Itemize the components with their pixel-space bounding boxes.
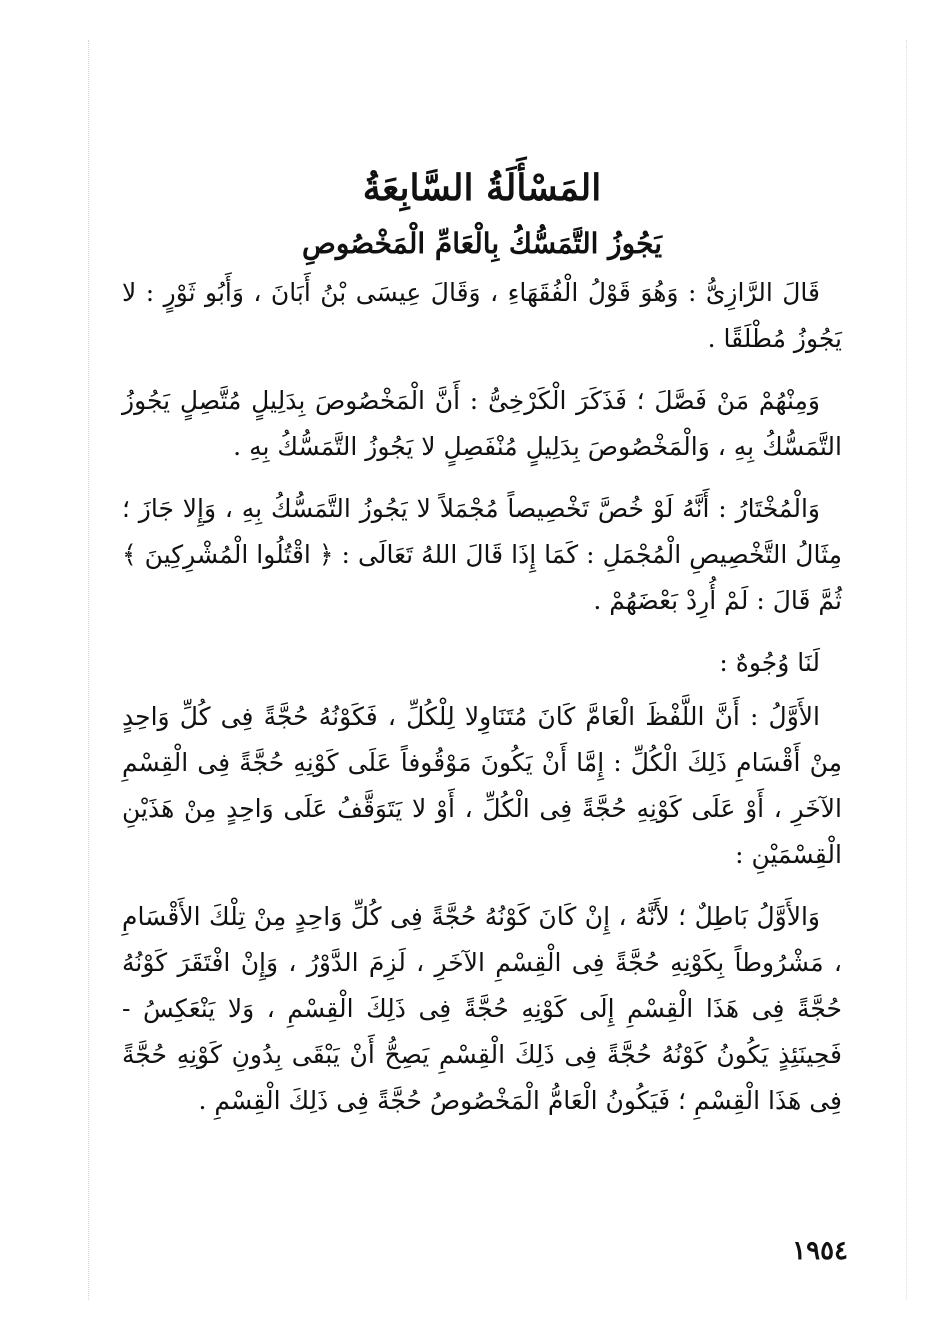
- paragraph-chosen-view: وَالْمُخْتَارُ : أَنَّهُ لَوْ خُصَّ تَخْصِيصاً مُجْمَلاً لا يَجُوزُ التَّمَسُّكُ بِهِ ، وَإِلا جَازَ ؛ مِثَالُ التَّخْصِيصِ الْمُجْمَلِ : كَمَا إِذَا قَالَ اللهُ تَعَالَى : ﴿ اقْتُلُوا الْمُشْرِكِينَ ﴾ ثُمَّ قَالَ : لَمْ أُرِدْ بَعْضَهُمْ .: [122, 494, 842, 615]
- paragraph-arguments-intro: لَنَا وُجُوهٌ :: [719, 648, 820, 677]
- paragraph-first-case-invalid: وَالأَوَّلُ بَاطِلٌ ؛ لأَنَّهُ ، إِنْ كَانَ كَوْنُهُ حُجَّةً فِى كُلِّ وَاحِدٍ مِنْ تِلْكَ الأَقْسَامِ ، مَشْرُوطاً بِكَوْنِهِ حُجَّةً فِى الْقِسْمِ الآخَرِ ، لَزِمَ الدَّوْرُ ، وَإِنْ افْتَقَرَ كَوْنُهُ حُجَّةً فِى هَذَا الْقِسْمِ إِلَى كَوْنِهِ حُجَّةً فِى ذَلِكَ الْقِسْمِ ، وَلا يَنْعَكِسُ - فَحِينَئِذٍ يَكُونُ كَوْنُهُ حُجَّةً فِى ذَلِكَ الْقِسْمِ يَصِحُّ أَنْ يَبْقَى بِدُونِ كَوْنِهِ حُجَّةً فِى هَذَا الْقِسْمِ ؛ فَيَكُونُ الْعَامُّ الْمَخْصُوصُ حُجَّةً فِى ذَلِكَ الْقِسْمِ .: [122, 902, 842, 1115]
- chapter-title: المَسْأَلَةُ السَّابِعَةُ: [362, 167, 602, 209]
- page-number: ١٩٥٤: [792, 1236, 848, 1266]
- paragraph-razi-opinion: قَالَ الرَّازِىُّ : وَهُوَ قَوْلُ الْفُقَهَاءِ ، وَقَالَ عِيسَى بْنُ أَبَانَ ، وَأَبُو ثَوْرٍ : لا يَجُوزُ مُطْلَقًا .: [122, 278, 842, 353]
- page-content: [122, 160, 842, 1140]
- scan-edge-left: [88, 40, 89, 1300]
- chapter-subtitle: يَجُوزُ التَّمَسُّكُ بِالْعَامِّ الْمَخْصُوصِ: [301, 227, 663, 260]
- scan-edge-right: [906, 40, 907, 1300]
- paragraph-karkhi-distinction: وَمِنْهُمْ مَنْ فَصَّلَ ؛ فَذَكَرَ الْكَرْخِىُّ : أَنَّ الْمَخْصُوصَ بِدَلِيلٍ مُتَّصِلٍ يَجُوزُ التَّمَسُّكُ بِهِ ، وَالْمَخْصُوصَ بِدَلِيلٍ مُنْفَصِلٍ لا يَجُوزُ التَّمَسُّكُ بِهِ .: [122, 386, 842, 461]
- paragraph-first-argument: الأَوَّلُ : أَنَّ اللَّفْظَ الْعَامَّ كَانَ مُتَنَاوِلا لِلْكُلِّ ، فَكَوْنُهُ حُجَّةً فِى كُلِّ وَاحِدٍ مِنْ أَقْسَامِ ذَلِكَ الْكُلِّ : إِمَّا أَنْ يَكُونَ مَوْقُوفاً عَلَى كَوْنِهِ حُجَّةً فِى الْقِسْمِ الآخَرِ ، أَوْ عَلَى كَوْنِهِ حُجَّةً فِى الْكُلِّ ، أَوْ لا يَتَوَقَّفُ عَلَى وَاحِدٍ مِنْ هَذَيْنِ الْقِسْمَيْنِ :: [122, 702, 842, 869]
